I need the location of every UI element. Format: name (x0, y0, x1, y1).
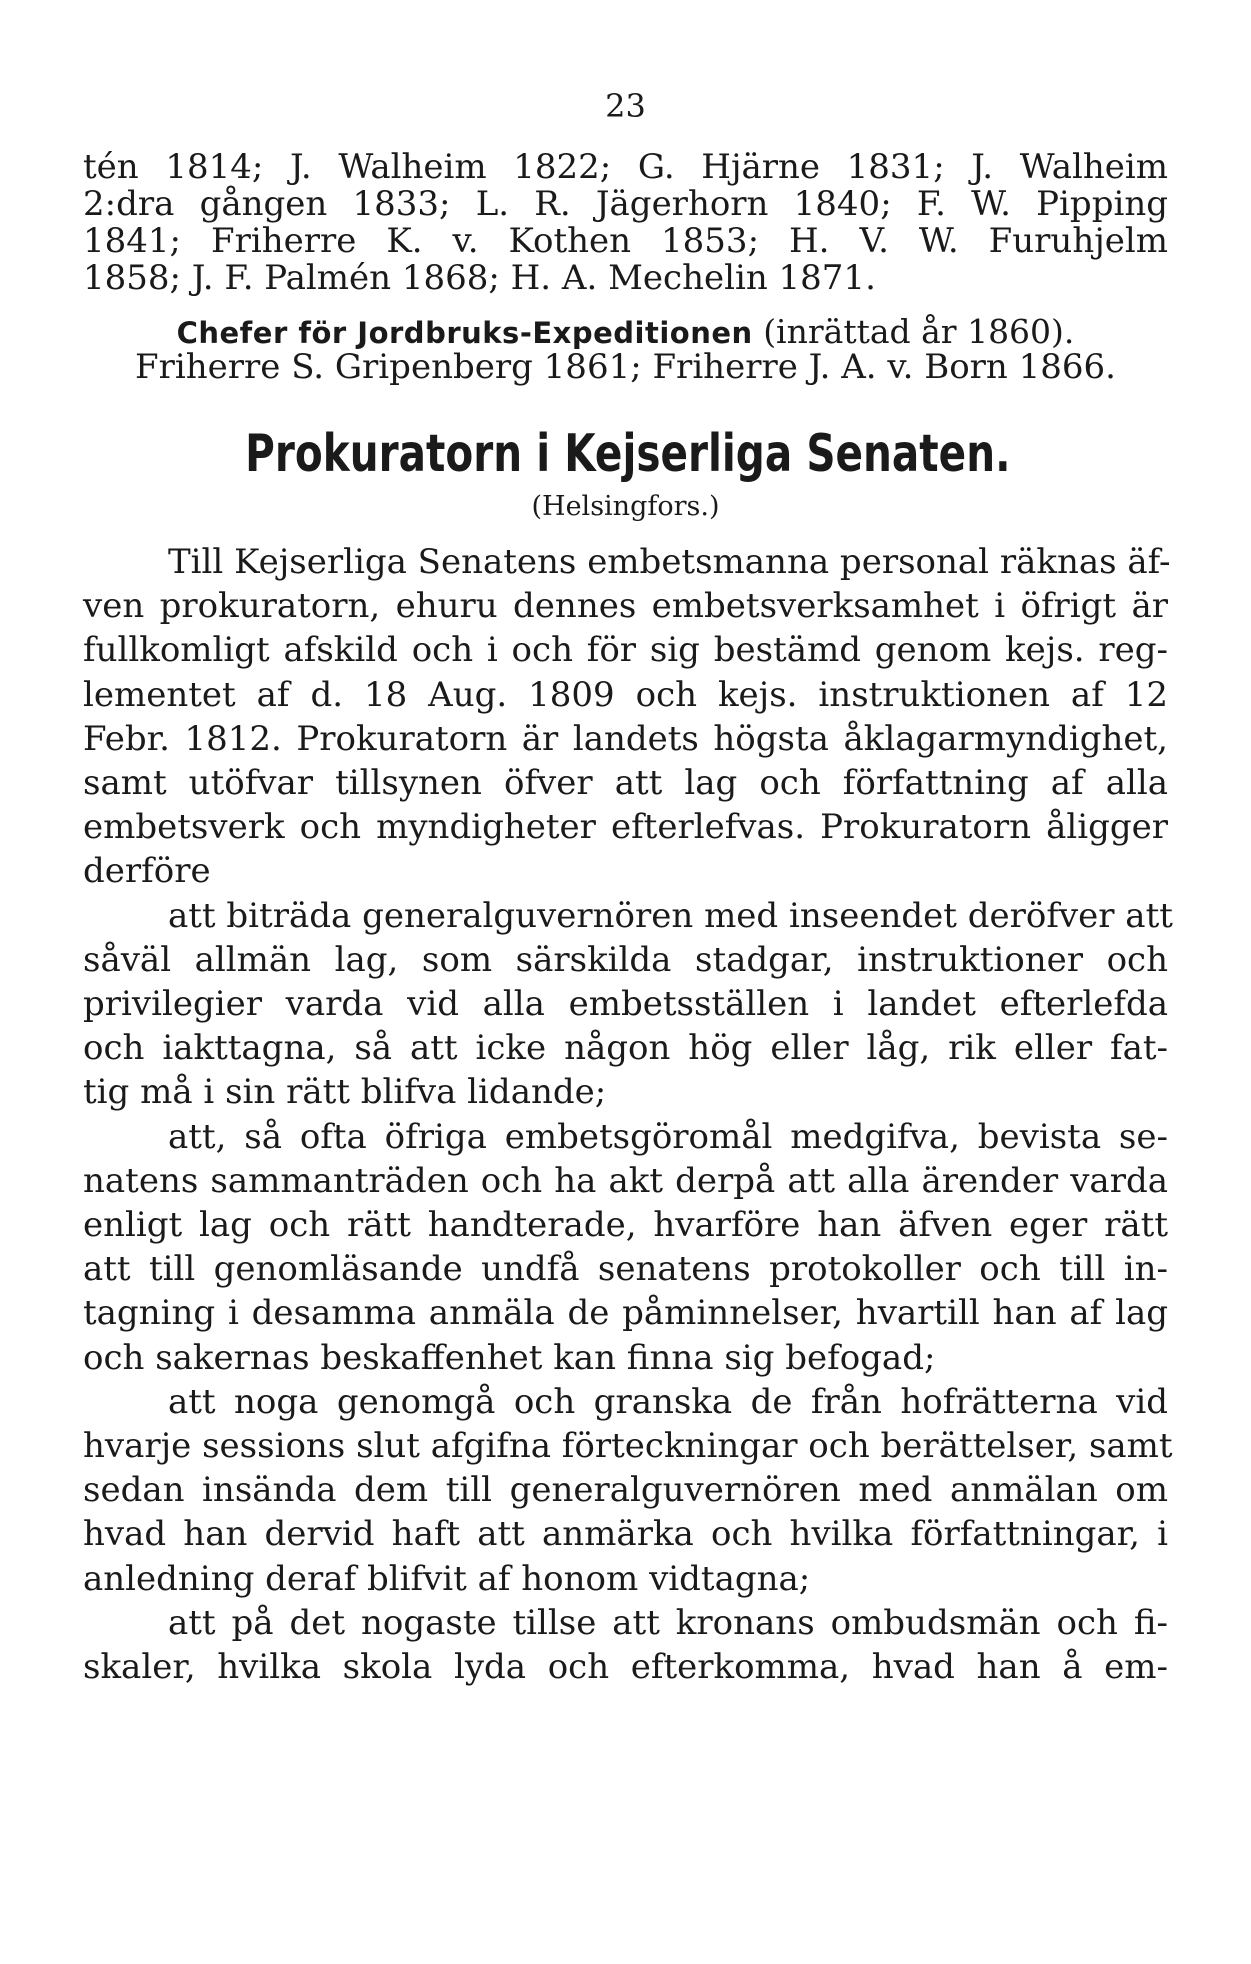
body-line: att till genomläsande undfå senatens protokoller och till in- (83, 1249, 1168, 1289)
intro-line: 2:dra gången 1833; L. R. Jägerhorn 1840; F. W. Pipping (83, 184, 1168, 224)
body-line: sedan insända dem till generalguvernören med anmälan om (83, 1470, 1168, 1510)
intro-line: tén 1814; J. Walheim 1822; G. Hjärne 1831; J. Walheim (83, 147, 1168, 187)
intro-line: 1841; Friherre K. v. Kothen 1853; H. V. W. Furuhjelm (83, 221, 1168, 261)
body-line: tagning i desamma anmäla de påminnelser, hvartill han af lag (83, 1293, 1168, 1333)
body-line: lementet af d. 18 Aug. 1809 och kejs. instruktionen af 12 (83, 675, 1168, 715)
chefer-heading (0, 312, 1251, 351)
body-line: och iakttagna, så att icke någon hög eller låg, rik eller fat- (83, 1028, 1168, 1068)
body-line: privilegier varda vid alla embetsställen i landet efterlefda (83, 984, 1168, 1024)
body-line: ven prokuratorn, ehuru dennes embetsverksamhet i öfrigt är (83, 586, 1168, 626)
body-line: embetsverk och myndigheter efterlefvas. Prokuratorn åligger (83, 807, 1168, 847)
page-number: 23 (605, 87, 646, 125)
body-line: att på det nogaste tillse att kronans ombudsmän och fi- (168, 1603, 1168, 1643)
body-line: såväl allmän lag, som särskilda stadgar, instruktioner och (83, 940, 1168, 980)
body-line: natens sammanträden och ha akt derpå att alla ärender varda (83, 1161, 1168, 1201)
body-line: och sakernas beskaffenhet kan finna sig befogad; (83, 1338, 936, 1378)
body-line: tig må i sin rätt blifva lidande; (83, 1072, 607, 1112)
body-line: Febr. 1812. Prokuratorn är landets högsta åklagarmyndighet, (83, 719, 1168, 759)
intro-line: 1858; J. F. Palmén 1868; H. A. Mechelin 1871. (83, 258, 876, 298)
body-line: skaler, hvilka skola lyda och efterkomma, hvad han å em- (83, 1647, 1168, 1687)
body-line: att biträda generalguvernören med inseendet deröfver att (168, 896, 1173, 936)
body-line: att noga genomgå och granska de från hofrätterna vid (168, 1382, 1168, 1422)
body-line: Till Kejserliga Senatens embetsmanna personal räknas äf- (168, 542, 1171, 582)
section-title: Prokuratorn i Kejserliga Senaten. (245, 424, 1011, 484)
section-place: (Helsingfors.) (531, 491, 720, 522)
body-line: att, så ofta öfriga embetsgöromål medgifva, bevista se- (168, 1117, 1168, 1157)
body-line: samt utöfvar tillsynen öfver att lag och författning af alla (83, 763, 1168, 803)
chefer-names: Friherre S. Gripenberg 1861; Friherre J. A. v. Born 1866. (135, 347, 1116, 387)
body-line: hvad han dervid haft att anmärka och hvilka författningar, i (83, 1514, 1168, 1554)
chefer-heading-bold: Chefer för Jordbruks-Expeditionen (176, 316, 753, 350)
body-line: anledning deraf blifvit af honom vidtagna; (83, 1559, 811, 1599)
body-line: derföre (83, 851, 211, 891)
body-line: hvarje sessions slut afgifna förteckningar och berättelser, samt (83, 1426, 1173, 1466)
chefer-heading-rest: (inrättad år 1860). (763, 312, 1075, 351)
body-line: enligt lag och rätt handterade, hvarföre han äfven eger rätt (83, 1205, 1168, 1245)
body-line: fullkomligt afskild och i och för sig bestämd genom kejs. reg- (83, 630, 1168, 670)
